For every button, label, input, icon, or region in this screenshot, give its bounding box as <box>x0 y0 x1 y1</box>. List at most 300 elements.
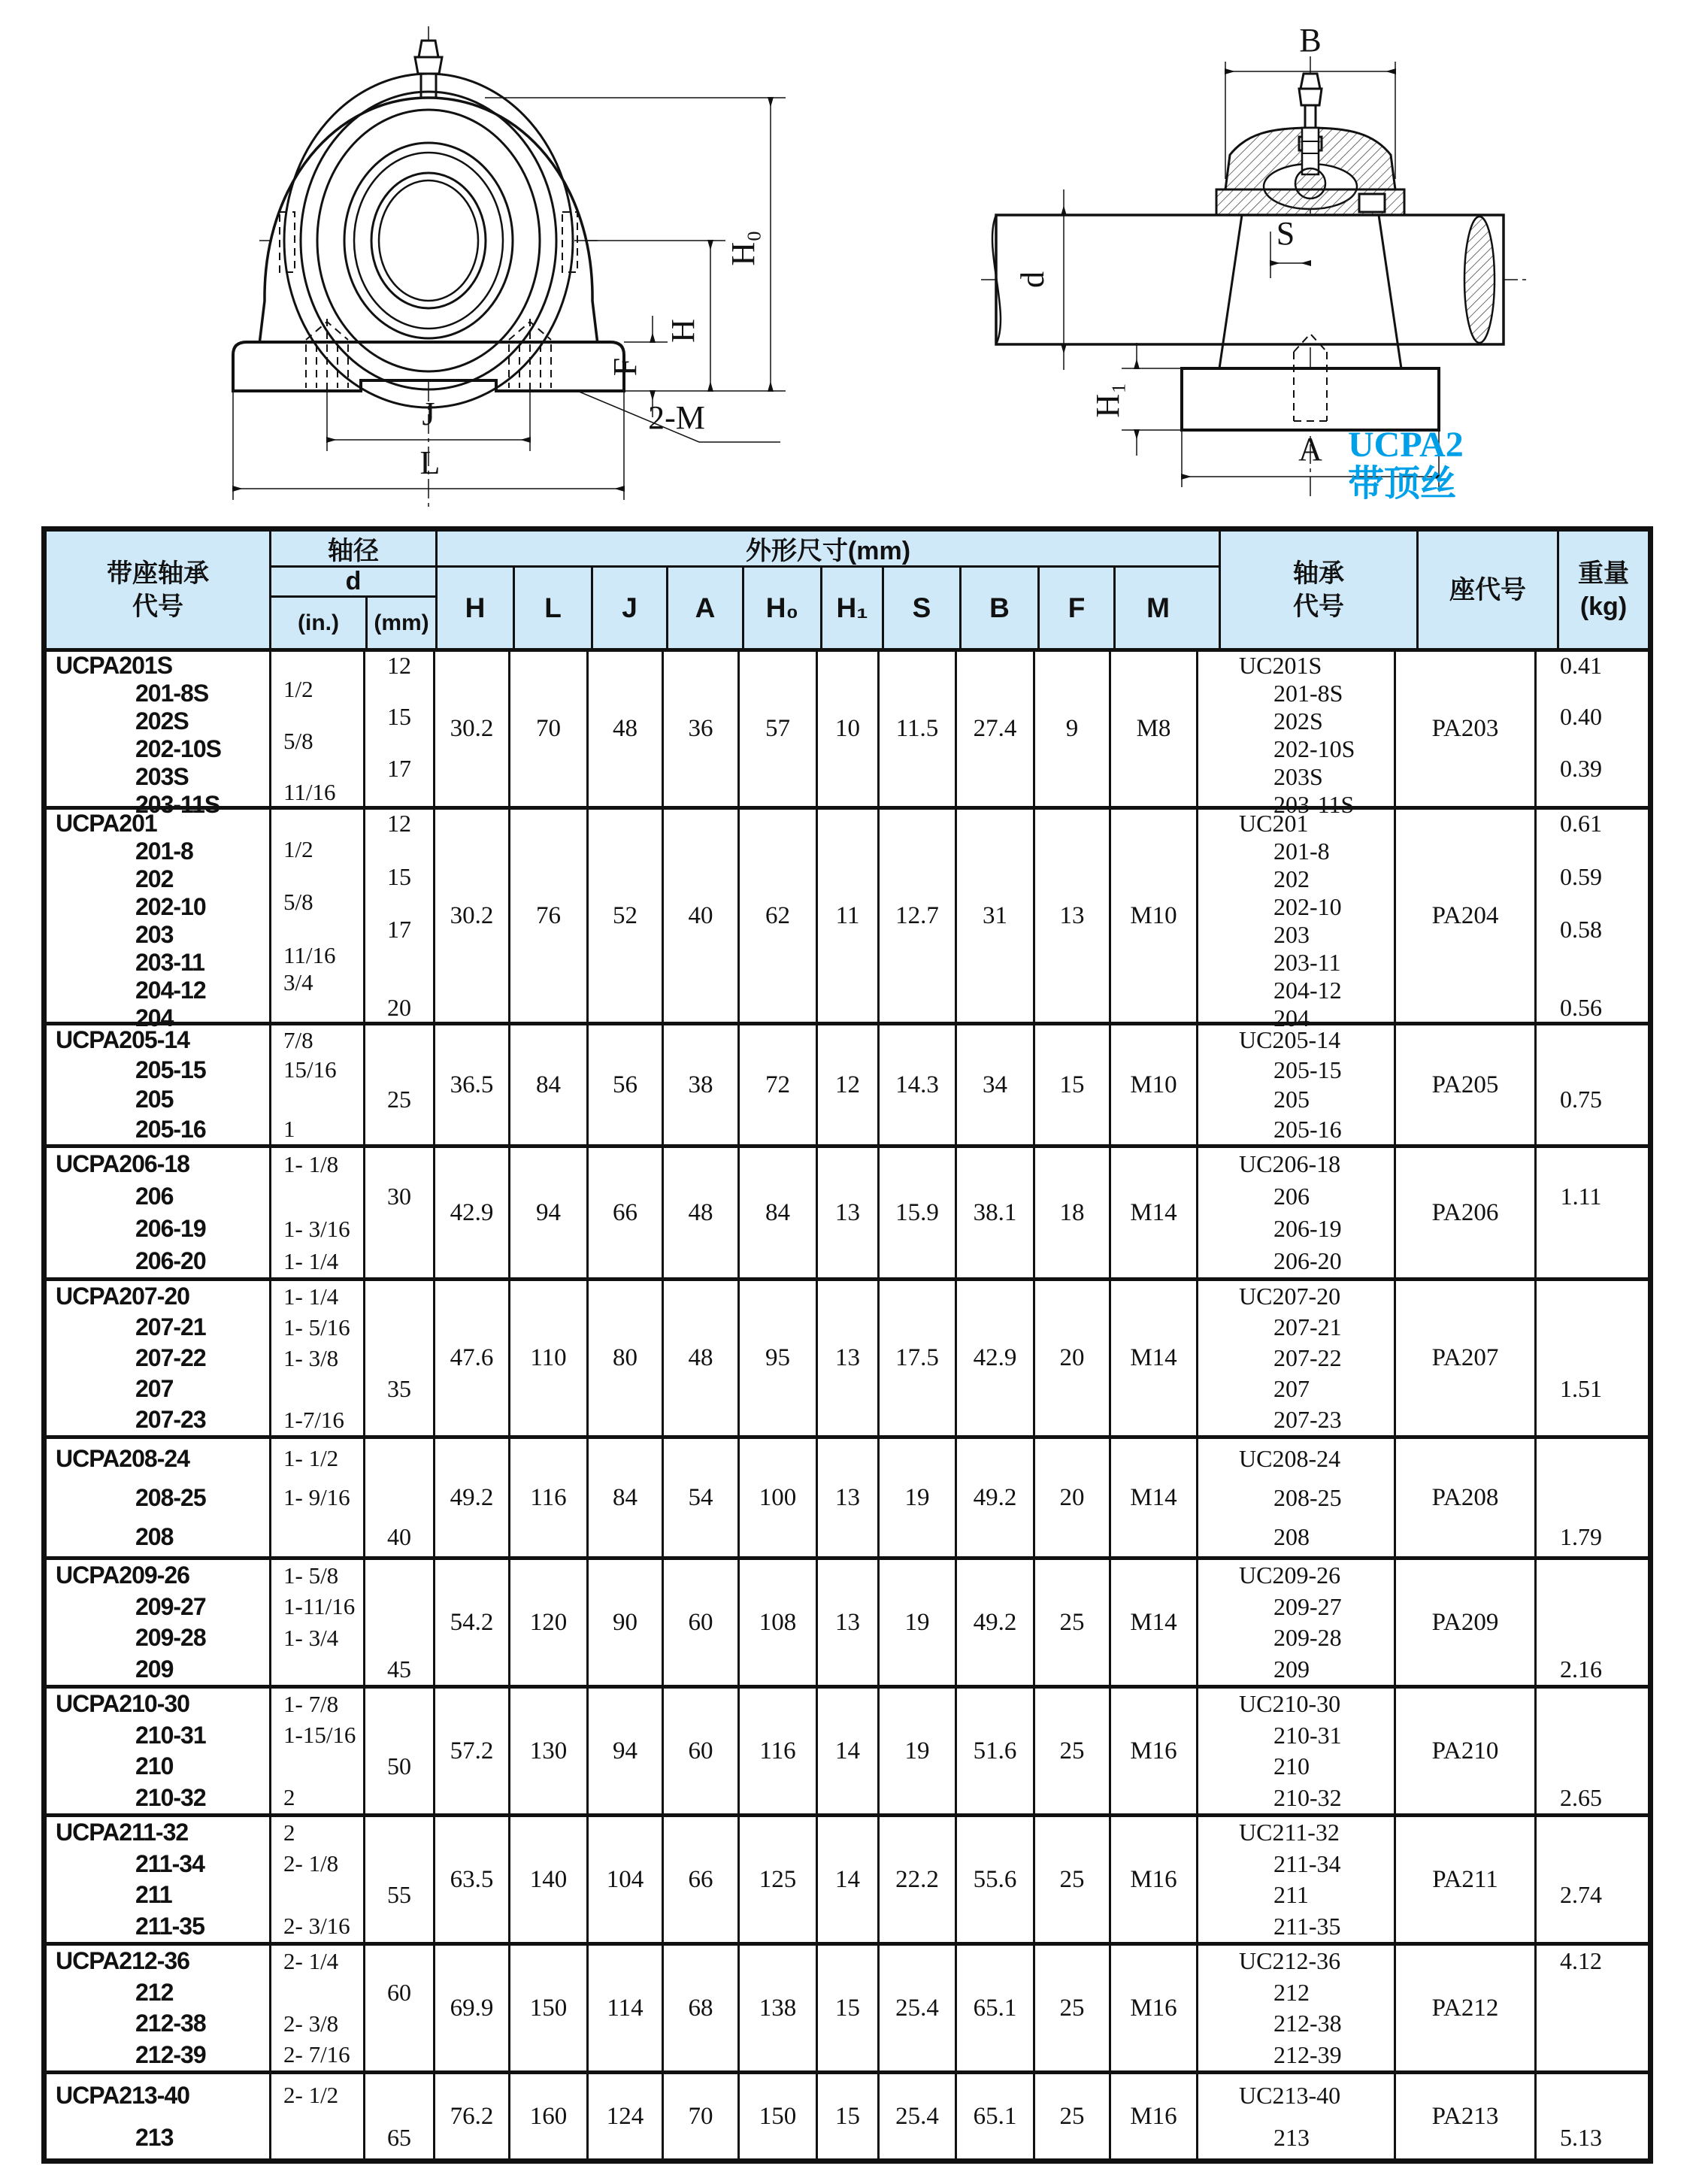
dim-S-cell: 12.7 <box>877 810 955 1022</box>
bearing-code-cell-line: UC206-18 <box>1239 1150 1341 1177</box>
dim-J-cell: 94 <box>586 1689 662 1813</box>
dim-F-cell: 18 <box>1033 1148 1109 1277</box>
shaft-dia-mm-cell-line: 45 <box>387 1655 411 1683</box>
table-row <box>47 652 1648 818</box>
dim-H1-cell: 14 <box>816 1689 877 1813</box>
dim-B-cell: 38.1 <box>955 1148 1033 1277</box>
dim-label-b: B <box>1299 22 1322 59</box>
dim-B-cell: 49.2 <box>955 1439 1033 1556</box>
dim-H1-cell: 15 <box>816 2074 877 2158</box>
shaft-dia-mm-cell <box>363 810 433 1022</box>
header-dim-M: M <box>1113 568 1201 648</box>
header-weight-line1: 重量 <box>1578 559 1629 588</box>
dim-H1-cell: 11 <box>816 810 877 1022</box>
weight-cell-line: 0.41 <box>1560 652 1602 679</box>
shaft-dia-in-cell-line: 3/4 <box>283 968 313 995</box>
shaft-dia-mm-cell-line <box>365 1148 433 1180</box>
bearing-code-cell-line: 206 <box>1273 1183 1310 1210</box>
shaft-dia-mm-cell <box>363 652 433 806</box>
dim-A-cell: 40 <box>662 810 737 1022</box>
shaft-dia-in-cell-line <box>271 1180 363 1213</box>
shaft-dia-mm-cell-line: 35 <box>387 1375 411 1402</box>
weight-cell-line <box>1537 1312 1625 1343</box>
unit-code-cell-line: 204 <box>135 1004 174 1031</box>
shaft-dia-mm-cell-line <box>365 1245 433 1277</box>
shaft-dia-in-cell-line: 5/8 <box>283 889 313 915</box>
shaft-dia-mm-cell-line: 55 <box>387 1881 411 1909</box>
bearing-code-cell-line: 208 <box>1273 1522 1310 1550</box>
shaft-dia-mm-cell-line <box>365 891 433 916</box>
unit-code-cell-line: 207 <box>135 1375 174 1402</box>
table-row <box>47 1942 1648 2070</box>
series-note: 带顶丝 <box>1348 464 1457 504</box>
dim-L-cell: 120 <box>508 1560 586 1685</box>
dim-H-cell: 30.2 <box>433 810 508 1022</box>
weight-cell <box>1534 1946 1625 2070</box>
bearing-code-cell-line: UC209-26 <box>1239 1562 1341 1589</box>
dim-B-cell: 51.6 <box>955 1689 1033 1813</box>
shaft-dia-mm-cell-line: 15 <box>387 703 411 731</box>
header-dim-S: S <box>882 568 959 648</box>
dim-H1-cell: 10 <box>816 652 877 806</box>
weight-cell-line <box>1537 1056 1625 1086</box>
shaft-dia-mm-cell-line: 17 <box>387 916 411 943</box>
dim-label-2m: 2-M <box>648 399 705 436</box>
shaft-dia-mm-cell-line <box>365 1783 433 1814</box>
shaft-dia-in-cell-line: 1-15/16 <box>283 1722 356 1749</box>
unit-code-cell-line: 201-8 <box>135 838 193 865</box>
dim-M-cell: M16 <box>1109 2074 1196 2158</box>
bearing-code-cell-line: 206-20 <box>1273 1247 1342 1274</box>
dim-label-s: S <box>1276 215 1295 252</box>
unit-code-cell-line: 202 <box>135 865 174 892</box>
weight-cell <box>1534 1025 1625 1144</box>
shaft-dia-mm-cell-line <box>365 731 433 754</box>
header-housing-unit-line1: 带座轴承 <box>107 559 209 588</box>
shaft-dia-mm-cell-line <box>365 2008 433 2040</box>
shaft-dia-mm-cell-line <box>365 1622 433 1654</box>
bearing-code-cell-line: 204-12 <box>1273 977 1342 1004</box>
header-shaft-dia-group <box>269 532 435 648</box>
table-row <box>47 806 1648 1031</box>
shaft-dia-in-cell <box>269 1689 363 1813</box>
shaft-dia-in-cell-line: 1 <box>283 1116 295 1143</box>
bearing-code-cell-line: 205-15 <box>1273 1056 1342 1083</box>
weight-cell-line <box>1537 1817 1625 1849</box>
weight-cell-line <box>1537 1439 1625 1478</box>
dim-J-cell: 80 <box>586 1281 662 1435</box>
dim-M-cell: M14 <box>1109 1439 1196 1556</box>
dim-H0-cell: 72 <box>737 1025 816 1144</box>
weight-cell-line <box>1537 944 1625 969</box>
header-housing-label: 座代号 <box>1449 575 1526 604</box>
weight-cell-line <box>1537 2074 1625 2116</box>
dim-H1-cell: 13 <box>816 1148 877 1277</box>
shaft-dia-in-cell-line: 11/16 <box>283 941 336 968</box>
bearing-code-cell-line: 202 <box>1273 865 1310 892</box>
shaft-dia-in-cell-line <box>271 703 363 727</box>
weight-cell-line <box>1537 1213 1625 1245</box>
dim-S-cell: 19 <box>877 1689 955 1813</box>
header-shaft-mm: (mm) <box>365 598 435 648</box>
header-dim-H1: H₁ <box>820 568 882 648</box>
header-shaft-dia: 轴径 <box>271 532 435 568</box>
bearing-code-cell-line: UC213-40 <box>1239 2081 1341 2109</box>
dim-H0-cell: 95 <box>737 1281 816 1435</box>
bearing-code-cell-line: 207 <box>1273 1375 1310 1402</box>
housing-code-cell: PA203 <box>1394 652 1534 806</box>
weight-cell-line <box>1537 680 1625 703</box>
shaft-dia-in-cell-line <box>271 1751 363 1783</box>
shaft-dia-mm-cell <box>363 1025 433 1144</box>
bearing-code-cell <box>1196 1817 1394 1942</box>
dim-A-cell: 60 <box>662 1560 737 1685</box>
weight-cell-line <box>1537 1560 1625 1592</box>
dim-S-cell: 19 <box>877 1560 955 1685</box>
table-row <box>47 1685 1648 1813</box>
weight-cell-line <box>1537 731 1625 754</box>
shaft-dia-in-cell-line <box>271 916 363 942</box>
shaft-dia-in-cell-line: 2- 1/8 <box>283 1850 339 1877</box>
dim-A-cell: 36 <box>662 652 737 806</box>
shaft-dia-in-cell <box>269 652 363 806</box>
unit-code-cell <box>47 1946 269 2070</box>
weight-cell-line <box>1537 2040 1625 2071</box>
shaft-dia-mm-cell-line <box>365 1849 433 1880</box>
unit-code-cell-line: 206-20 <box>135 1247 206 1274</box>
shaft-dia-in-cell <box>269 1281 363 1435</box>
dim-B-cell: 27.4 <box>955 652 1033 806</box>
housing-code-cell: PA210 <box>1394 1689 1534 1813</box>
dim-H0-cell: 125 <box>737 1817 816 1942</box>
dim-H1-cell: 13 <box>816 1439 877 1556</box>
weight-cell-line <box>1537 838 1625 863</box>
shaft-dia-in-cell-line <box>271 1977 363 2009</box>
weight-cell <box>1534 1281 1625 1435</box>
unit-code-cell-line: UCPA206-18 <box>56 1150 189 1177</box>
dim-H0-cell: 62 <box>737 810 816 1022</box>
shaft-dia-mm-cell-line <box>365 1720 433 1752</box>
dim-H0-cell: 57 <box>737 652 816 806</box>
shaft-dia-mm-cell-line: 65 <box>387 2123 411 2151</box>
shaft-dia-mm-cell-line <box>365 944 433 969</box>
bearing-code-cell-line: 211 <box>1273 1881 1309 1909</box>
shaft-dia-mm-cell <box>363 1689 433 1813</box>
dim-F-cell: 20 <box>1033 1281 1109 1435</box>
dim-M-cell: M8 <box>1109 652 1196 806</box>
dim-A-cell: 68 <box>662 1946 737 2070</box>
weight-cell-line <box>1537 1478 1625 1517</box>
shaft-dia-mm-cell-line <box>365 838 433 863</box>
bearing-code-cell <box>1196 810 1394 1031</box>
shaft-dia-mm-cell <box>363 1560 433 1685</box>
shaft-dia-in-cell <box>269 1439 363 1556</box>
unit-code-cell <box>47 2074 269 2158</box>
weight-cell-line <box>1537 1281 1625 1312</box>
shaft-dia-in-cell-line: 2 <box>283 1819 295 1846</box>
weight-cell-line <box>1537 891 1625 916</box>
unit-code-cell-line: 207-23 <box>135 1406 206 1433</box>
bearing-code-cell-line: 206-19 <box>1273 1215 1342 1242</box>
weight-cell-line <box>1537 1849 1625 1880</box>
unit-code-cell-line: UCPA209-26 <box>56 1562 189 1589</box>
table-row <box>47 1813 1648 1942</box>
dim-H-cell: 76.2 <box>433 2074 508 2158</box>
unit-code-cell-line: UCPA210-30 <box>56 1690 189 1718</box>
weight-cell-line: 0.58 <box>1560 916 1602 943</box>
housing-code-cell: PA211 <box>1394 1817 1534 1942</box>
dim-B-cell: 34 <box>955 1025 1033 1144</box>
unit-code-cell <box>47 1560 269 1685</box>
shaft-dia-in-cell-line: 1- 1/8 <box>283 1150 339 1177</box>
header-dim-letters <box>438 568 1219 648</box>
shaft-dia-mm-cell-line <box>365 969 433 995</box>
dim-H1-cell: 15 <box>816 1946 877 2070</box>
unit-code-cell-line: UCPA208-24 <box>56 1444 189 1472</box>
bearing-code-cell <box>1196 1946 1394 2070</box>
dim-L-cell: 76 <box>508 810 586 1022</box>
unit-code-cell <box>47 1025 269 1144</box>
dim-F-cell: 9 <box>1033 652 1109 806</box>
shaft-dia-in-cell-line: 1/2 <box>283 835 313 862</box>
dim-F-cell: 25 <box>1033 1817 1109 1942</box>
header-bearing-line1: 轴承 <box>1293 559 1344 588</box>
weight-cell-line <box>1537 1404 1625 1435</box>
shaft-dia-mm-cell-line <box>365 1439 433 1478</box>
unit-code-cell-line: 206 <box>135 1183 174 1210</box>
weight-cell-line <box>1537 1720 1625 1752</box>
bearing-code-cell-line: 202S <box>1273 707 1323 735</box>
housing-code-cell: PA205 <box>1394 1025 1534 1144</box>
bearing-code-cell-line: 211-34 <box>1273 1849 1341 1877</box>
dim-M-cell: M16 <box>1109 1817 1196 1942</box>
shaft-dia-mm-cell-line <box>365 2040 433 2071</box>
dim-S-cell: 25.4 <box>877 2074 955 2158</box>
weight-cell-line <box>1537 969 1625 995</box>
unit-code-cell-line: UCPA207-20 <box>56 1283 189 1310</box>
bearing-code-cell-line: UC201S <box>1239 652 1322 679</box>
weight-cell-line <box>1537 1592 1625 1623</box>
bearing-code-cell-line: 202-10 <box>1273 893 1342 920</box>
dim-J-cell: 48 <box>586 652 662 806</box>
table-row <box>47 1435 1648 1556</box>
housing-code-cell: PA207 <box>1394 1281 1534 1435</box>
dim-H1-cell: 12 <box>816 1025 877 1144</box>
weight-cell-line <box>1537 1343 1625 1374</box>
bearing-code-cell-line: 203-11 <box>1273 949 1341 976</box>
shaft-dia-mm-cell-line <box>365 1025 433 1056</box>
dim-H-cell: 57.2 <box>433 1689 508 1813</box>
header-dim-H: H <box>465 592 486 623</box>
dim-H-cell: 42.9 <box>433 1148 508 1277</box>
dim-F-cell: 15 <box>1033 1025 1109 1144</box>
header-dim-A: A <box>666 568 742 648</box>
dim-L-cell: 116 <box>508 1439 586 1556</box>
bearing-code-cell <box>1196 1689 1394 1813</box>
shaft-dia-in-cell-line <box>271 996 363 1022</box>
bearing-code-cell-line: 205 <box>1273 1086 1310 1113</box>
shaft-dia-in-cell-line: 2- 3/16 <box>283 1913 350 1940</box>
header-dim-L: L <box>513 568 591 648</box>
shaft-dia-in-cell-line: 7/8 <box>283 1026 313 1053</box>
weight-cell-line <box>1537 1751 1625 1783</box>
dim-J-cell: 104 <box>586 1817 662 1942</box>
dim-H0-cell: 84 <box>737 1148 816 1277</box>
housing-code-cell: PA204 <box>1394 810 1534 1022</box>
housing-code-cell: PA208 <box>1394 1439 1534 1556</box>
unit-code-cell-line: 211-35 <box>135 1912 204 1940</box>
weight-cell <box>1534 1689 1625 1813</box>
dim-H0-cell: 108 <box>737 1560 816 1685</box>
series-label <box>1348 426 1464 504</box>
unit-code-cell-line: 201-8S <box>135 680 209 707</box>
unit-code-cell <box>47 1281 269 1435</box>
header-dim-F: F <box>1037 568 1113 648</box>
bearing-code-cell-line: 205-16 <box>1273 1115 1342 1143</box>
bearing-code-cell-line: 202-10S <box>1273 735 1355 762</box>
weight-cell-line <box>1537 1977 1625 2009</box>
bearing-code-cell <box>1196 1281 1394 1435</box>
shaft-dia-in-cell-line: 1- 1/2 <box>283 1445 339 1471</box>
weight-cell-line: 2.74 <box>1560 1881 1602 1909</box>
weight-cell <box>1534 1439 1625 1556</box>
dim-H-cell: 36.5 <box>433 1025 508 1144</box>
unit-code-cell-line: 207-22 <box>135 1344 206 1371</box>
table-row <box>47 1144 1648 1277</box>
unit-code-cell-line: 202-10S <box>135 735 221 762</box>
shaft-dia-mm-cell-line <box>365 1281 433 1312</box>
dim-A-cell: 60 <box>662 1689 737 1813</box>
weight-cell-line: 1.11 <box>1560 1183 1602 1210</box>
dim-F-cell: 25 <box>1033 2074 1109 2158</box>
weight-cell-line: 0.39 <box>1560 754 1602 782</box>
unit-code-cell-line: UCPA201 <box>56 810 157 837</box>
dim-H1-cell: 14 <box>816 1817 877 1942</box>
dim-S-cell: 14.3 <box>877 1025 955 1144</box>
bearing-code-cell-line: 209-28 <box>1273 1624 1342 1652</box>
dim-H0-cell: 100 <box>737 1439 816 1556</box>
shaft-dia-in-cell-line: 2- 1/2 <box>283 2082 339 2108</box>
shaft-dia-mm-cell <box>363 1148 433 1277</box>
bearing-code-cell-line: UC207-20 <box>1239 1283 1341 1310</box>
header-dim-B: B <box>959 568 1037 648</box>
dim-A-cell: 54 <box>662 1439 737 1556</box>
bearing-code-cell-line: 207-22 <box>1273 1344 1342 1371</box>
dim-J-cell: 56 <box>586 1025 662 1144</box>
shaft-dia-mm-cell-line <box>365 1056 433 1086</box>
bearing-code-cell-line: 201-8 <box>1273 838 1330 865</box>
shaft-dia-in-cell-line <box>271 1374 363 1404</box>
dim-M-cell: M10 <box>1109 1025 1196 1144</box>
unit-code-cell-line: 205 <box>135 1086 174 1113</box>
weight-cell-line <box>1537 1148 1625 1180</box>
shaft-dia-in-cell-line: 1- 3/16 <box>283 1215 350 1242</box>
weight-cell-line: 1.79 <box>1560 1522 1602 1550</box>
weight-cell-line: 5.13 <box>1560 2123 1602 2151</box>
dim-F-cell: 25 <box>1033 1689 1109 1813</box>
dim-L-cell: 84 <box>508 1025 586 1144</box>
unit-code-cell-line: 210-31 <box>135 1721 206 1749</box>
bearing-code-cell-line: 208-25 <box>1273 1483 1342 1511</box>
shaft-dia-in-cell-line: 1-11/16 <box>283 1593 356 1620</box>
shaft-dia-mm-cell-line: 50 <box>387 1752 411 1780</box>
shaft-dia-mm-cell-line <box>365 1478 433 1517</box>
shaft-dia-mm-cell-line: 20 <box>387 994 411 1021</box>
dim-J-cell: 84 <box>586 1439 662 1556</box>
dim-M-cell: M16 <box>1109 1946 1196 2070</box>
shaft-dia-in-cell-line <box>271 863 363 889</box>
bearing-code-cell-line: 212 <box>1273 1978 1310 2006</box>
dim-M-cell: M14 <box>1109 1148 1196 1277</box>
shaft-dia-in-cell <box>269 1148 363 1277</box>
shaft-dia-in-cell-line <box>271 755 363 779</box>
bearing-code-cell-line: 201-8S <box>1273 680 1343 707</box>
bearing-code-cell-line: UC210-30 <box>1239 1690 1341 1718</box>
dim-A-cell: 48 <box>662 1281 737 1435</box>
unit-code-cell-line: 212 <box>135 1978 174 2006</box>
weight-cell-line <box>1537 1245 1625 1277</box>
shaft-dia-mm-cell-line <box>365 1404 433 1435</box>
bearing-code-cell-line: UC212-36 <box>1239 1947 1341 1975</box>
dim-L-cell: 160 <box>508 2074 586 2158</box>
shaft-dia-mm-cell-line <box>365 1115 433 1145</box>
bearing-code-cell-line: UC211-32 <box>1239 1819 1340 1846</box>
header-housing-unit-code <box>47 532 269 648</box>
shaft-dia-in-cell <box>269 2074 363 2158</box>
dim-H1-cell: 13 <box>816 1560 877 1685</box>
dim-J-cell: 124 <box>586 2074 662 2158</box>
bearing-code-cell-line: 210-32 <box>1273 1783 1342 1811</box>
dim-F-cell: 13 <box>1033 810 1109 1022</box>
bearing-code-cell <box>1196 1439 1394 1556</box>
shaft-dia-in-cell-line: 1- 7/8 <box>283 1690 339 1717</box>
table-row <box>47 1556 1648 1685</box>
weight-cell <box>1534 2074 1625 2158</box>
shaft-dia-in-cell-line: 2- 3/8 <box>283 2010 339 2037</box>
dim-L-cell: 94 <box>508 1148 586 1277</box>
shaft-dia-in-cell <box>269 1025 363 1144</box>
unit-code-cell <box>47 1689 269 1813</box>
header-bearing-line2: 代号 <box>1293 592 1344 621</box>
weight-cell-line: 0.40 <box>1560 703 1602 731</box>
dim-H0-cell: 138 <box>737 1946 816 2070</box>
dim-H-cell: 47.6 <box>433 1281 508 1435</box>
shaft-dia-in-cell-line: 2 <box>283 1784 295 1811</box>
unit-code-cell <box>47 1439 269 1556</box>
shaft-dia-mm-cell-line <box>365 1946 433 1977</box>
dim-label-h: H <box>665 319 701 343</box>
shaft-dia-mm-cell-line: 60 <box>387 1978 411 2006</box>
unit-code-cell-line: UCPA211-32 <box>56 1819 189 1846</box>
shaft-dia-mm-cell-line: 17 <box>387 754 411 782</box>
dim-B-cell: 65.1 <box>955 1946 1033 2070</box>
dim-H0-cell: 150 <box>737 2074 816 2158</box>
dim-label-f: F <box>607 357 644 377</box>
bearing-code-cell-line: 203 <box>1273 921 1310 948</box>
shaft-dia-mm-cell-line: 12 <box>387 810 411 837</box>
unit-code-cell-line: 203-11S <box>135 791 220 818</box>
shaft-dia-in-cell-line <box>271 1517 363 1556</box>
weight-cell-line: 1.51 <box>1560 1375 1602 1402</box>
dim-B-cell: 55.6 <box>955 1817 1033 1942</box>
unit-code-cell-line: 203-11 <box>135 949 204 976</box>
shaft-dia-mm-cell-line <box>365 1312 433 1343</box>
unit-code-cell-line: 210 <box>135 1752 174 1780</box>
shaft-dia-in-cell <box>269 1560 363 1685</box>
dim-label-l: L <box>419 444 441 481</box>
shaft-dia-in-cell-line <box>271 1654 363 1686</box>
bearing-code-cell <box>1196 652 1394 818</box>
